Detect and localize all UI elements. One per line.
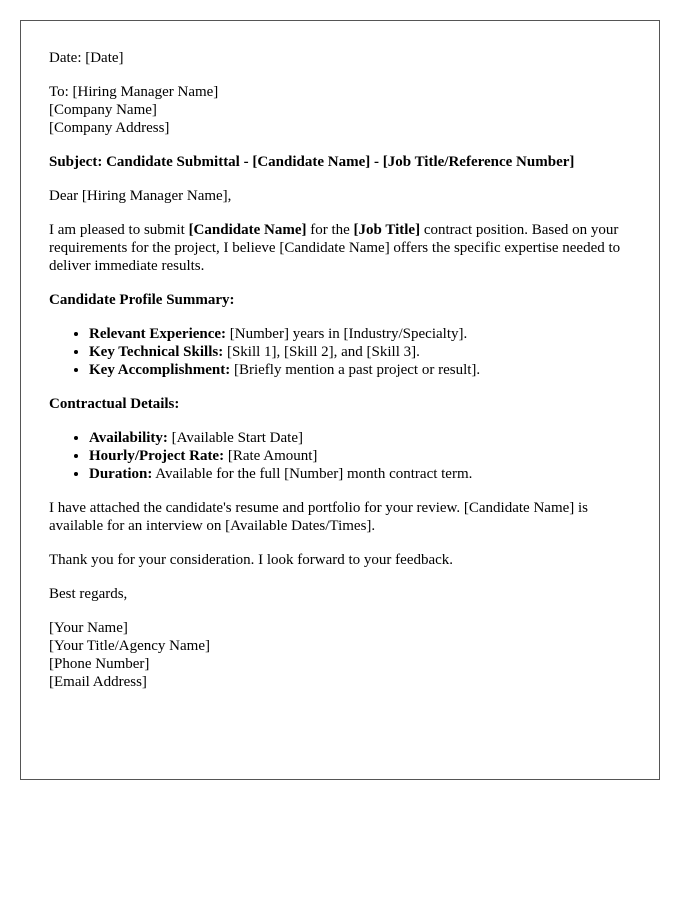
contract-heading [49, 395, 631, 413]
intro-text-1: I am pleased to submit [49, 222, 189, 238]
recipient-to: To: [Hiring Manager Name] [49, 84, 219, 100]
signature-email: [Email Address] [49, 674, 147, 690]
signature-title: [Your Title/Agency Name] [49, 638, 210, 654]
recipient-block [49, 83, 631, 137]
signature-name: [Your Name] [49, 620, 128, 636]
thanks-paragraph: Thank you for your consideration. I look forward to your feedback. [49, 552, 454, 568]
list-item [89, 361, 631, 379]
list-item [89, 429, 631, 447]
subject-line [49, 153, 631, 171]
contract-list [49, 429, 631, 483]
list-item-label: Key Technical Skills: [89, 344, 224, 360]
intro-text-3: contract position. Based on your requirements for the project, I believe [Candidate Name] offers the specific expertise needed to deliver immediate results. [49, 222, 621, 274]
list-item-text: [Number] years in [Industry/Specialty]. [226, 326, 468, 342]
list-item-text: [Available Start Date] [167, 430, 303, 446]
closing: Best regards, [49, 586, 128, 602]
subject-text: Subject: Candidate Submittal - [Candidate Name] - [Job Title/Reference Number] [49, 154, 575, 170]
list-item-text: Available for the full [Number] month contract term. [152, 466, 473, 482]
list-item-text: [Briefly mention a past project or result]. [230, 362, 481, 378]
profile-heading-text: Candidate Profile Summary: [49, 292, 235, 308]
intro-candidate-name: [Candidate Name] [188, 222, 307, 238]
list-item [89, 465, 631, 483]
list-item-text: [Rate Amount] [224, 448, 318, 464]
list-item [89, 343, 631, 361]
intro-text-2: for the [306, 222, 354, 238]
list-item-text: [Skill 1], [Skill 2], and [Skill 3]. [223, 344, 420, 360]
salutation: Dear [Hiring Manager Name], [49, 188, 232, 204]
list-item [89, 325, 631, 343]
signature-block [49, 619, 631, 691]
intro-job-title: [Job Title] [353, 222, 421, 238]
recipient-address: [Company Address] [49, 120, 170, 136]
list-item-label: Hourly/Project Rate: [89, 448, 225, 464]
list-item-label: Duration: [89, 466, 153, 482]
list-item-label: Key Accomplishment: [89, 362, 231, 378]
attachment-paragraph: I have attached the candidate's resume and portfolio for your review. [Candidate Name] is available for an interview on [Available Dates/Times]. [49, 500, 589, 534]
intro-paragraph [49, 221, 631, 275]
contract-heading-text: Contractual Details: [49, 396, 180, 412]
letter-page [20, 20, 660, 780]
list-item-label: Relevant Experience: [89, 326, 227, 342]
signature-phone: [Phone Number] [49, 656, 150, 672]
profile-list [49, 325, 631, 379]
date-line: Date: [Date] [49, 50, 124, 66]
profile-heading [49, 291, 631, 309]
recipient-company: [Company Name] [49, 102, 157, 118]
list-item [89, 447, 631, 465]
list-item-label: Availability: [89, 430, 168, 446]
